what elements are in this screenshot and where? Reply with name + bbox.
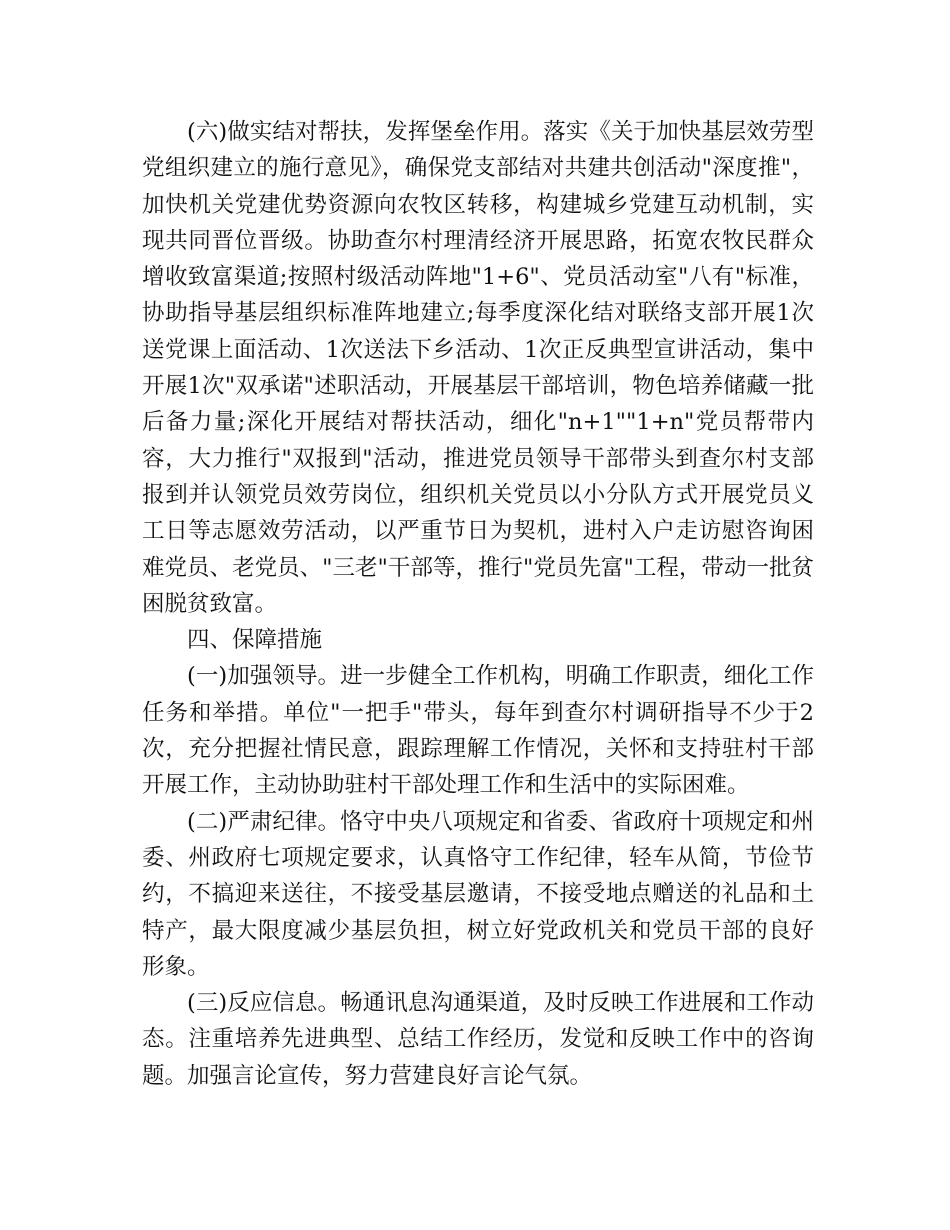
document-body xyxy=(142,114,814,1094)
paragraph-feedback-information: (三)反应信息。畅通讯息沟通渠道，及时反映工作进展和工作动态。注重培养先进典型、总结工作经历，发觉和反映工作中的咨询题。加强言论宣传，努力营建良好言论气氛。 xyxy=(142,990,814,1089)
section-heading-safeguards: 四、保障措施 xyxy=(187,627,323,654)
paragraph-strict-discipline: (二)严肃纪律。恪守中央八项规定和省委、省政府十项规定和州委、州政府七项规定要求，认真恪守工作纪律，轻车从简，节俭节约，不搞迎来送往，不接受基层邀请，不接受地点赠送的礼品和土特产，最大限度减少基层负担，树立好党政机关和党员干部的良好形象。 xyxy=(142,808,814,980)
paragraph-pairing-assistance: (六)做实结对帮扶，发挥堡垒作用。落实《关于加快基层效劳型党组织建立的施行意见》，确保党支部结对共建共创活动"深度推"，加快机关党建优势资源向农牧区转移，构建城乡党建互动机制，实现共同晋位晋级。协助查尔村理清经济开展思路，拓宽农牧民群众增收致富渠道;按照村级活动阵地"1+6"、党员活动室"八有"标准，协助指导基层组织标准阵地建立;每季度深化结对联络支部开展1次送党课上面活动、1次送法下乡活动、1次正反典型宣讲活动，集中开展1次"双承诺"述职活动，开展基层干部培训，物色培养储藏一批后备力量;深化开展结对帮扶活动，细化"n+1""1+n"党员帮带内容，大力推行"双报到"活动，推进党员领导干部带头到查尔村支部报到并认领党员效劳岗位，组织机关党员以小分队方式开展党员义工日等志愿效劳活动，以严重节日为契机，进村入户走访慰咨询困难党员、老党员、"三老"干部等，推行"党员先富"工程，带动一批贫困脱贫致富。 xyxy=(142,119,814,617)
paragraph-strengthen-leadership: (一)加强领导。进一步健全工作机构，明确工作职责，细化工作任务和举措。单位"一把手"带头，每年到查尔村调研指导不少于2次，充分把握社情民意，跟踪理解工作情况，关怀和支持驻村干部开展工作，主动协助驻村干部处理工作和生活中的实际困难。 xyxy=(142,663,814,799)
